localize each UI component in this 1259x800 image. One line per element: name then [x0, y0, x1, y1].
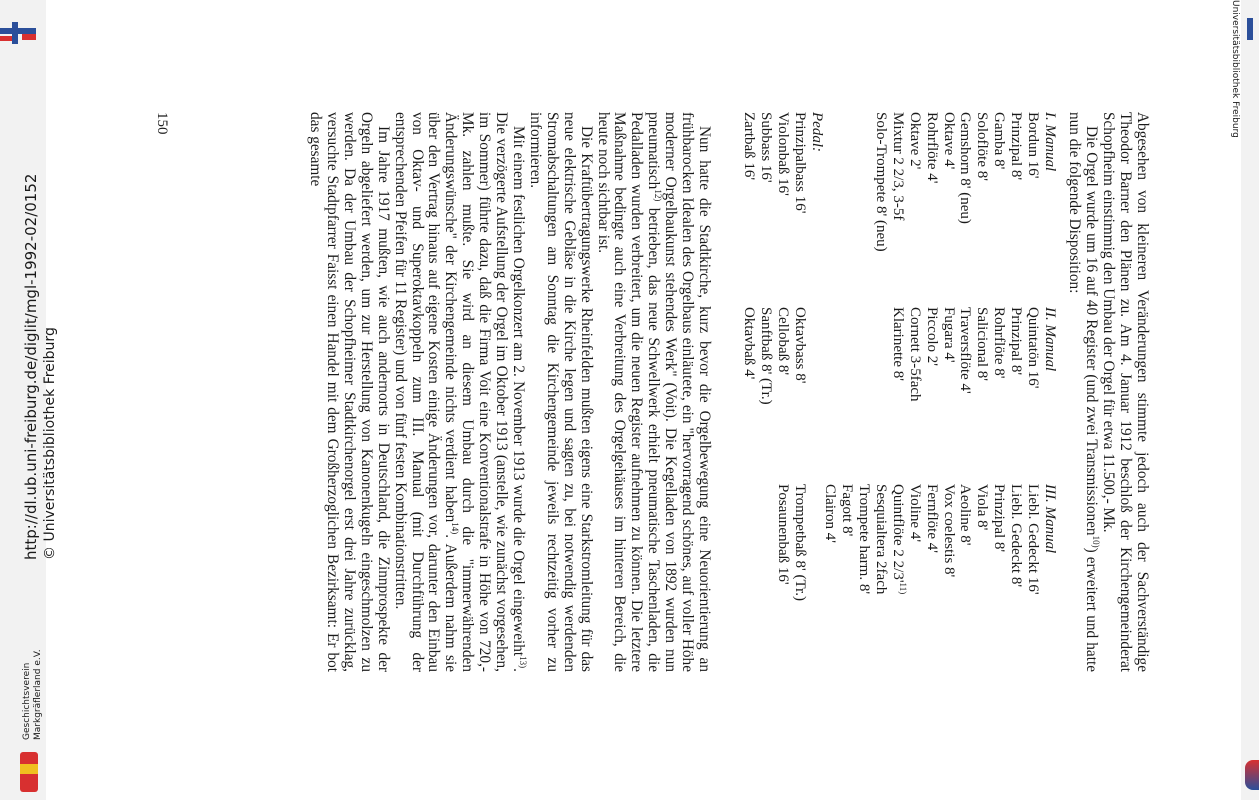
paragraph-intro: Abgesehen von kleineren Veränderungen stimmte jedoch auch der Sachverständige Theodor Barner den Plänen zu. Am 4. Januar 1912 beschloß der Kirchengemeinderat Schopfheim einstimmig den Umbau der Orgel für etwa 11.500,- Mk.: [1100, 112, 1151, 672]
paragraph-disposition: Die Orgel wurde um 16 auf 40 Register (und zwei Transmissionen$^{10)}$) erweitert und hatte nun die folgende Disposition:: [1066, 112, 1102, 673]
pedal-column-2: Oktavbass 8' Cellobaß 8' Sanftbaß 8' (Tr.) Oktavbaß 4': [741, 307, 809, 405]
footer-copyright: © Universitätsbibliothek Freiburg: [42, 327, 58, 560]
pedal-column-1: Pedal: Prinzipalbass 16' Violonbaß 16' Subbass 16' Zartbaß 16': [741, 112, 825, 214]
page-number: 150: [154, 112, 170, 135]
manual-3-column: III. Manual Liebl. Gedeckt 16' Liebl. Gedeckt 8' Prinzipal 8' Viola 8' Aeoline 8' Vox coelestis 8' Fernflöte 4' Violine 4' Quintflöte 2 $2/3'^{11)}$ Sesquialtera 2fach Trompete harm. 8' Fagott 8' Clairon 4': [822, 484, 1058, 595]
header-library-text: Universitätsbibliothek Freiburg: [1230, 0, 1240, 138]
paragraph-kraftuebertragung: Die Kraftübertragungswerke Rheinfelden mußten eigens eine Starkstromleitung für das neue elektrische Gebläse in die Kirche legen und sagten zu, bei notwendig werdenden Stromabschaltungen am Sonntag die Kirchengemeinde jeweils rechtzeitig vorher zu informieren.: [526, 112, 595, 672]
footer-url-link[interactable]: http://dl.ub.uni-freiburg.de/diglit/mgl-1992-02/0152: [22, 173, 40, 560]
society-name-line-1: Geschichtsverein: [22, 662, 32, 740]
main-text: [306, 112, 712, 672]
paragraph-orgelbewegung: Nun hatte die Stadtkirche, kurz bevor die Orgelbewegung eine Neuorientierung an frühbarocken Idealen des Orgelbaus einläutete, ein "hervorragend schönes, auf voller Höhe moderner Orgelbaukunst stehendes Werk" (Voit). Die Kegelladen von 1892 wurden nun pneumatisch$^{12)}$ betrieben, das neue Schwellwerk erhielt pneumatische Taschenladen, die Pedalladen wurden verbreitert, um die neuen Register aufnehmen zu können. Die letztere Maßnahme bedingte auch eine Verbreitung des Orgelgehäuses im hinteren Bereich, die heute noch sichtbar ist.: [594, 112, 713, 672]
society-coat-of-arms-icon: [20, 752, 38, 792]
manual-2-column: II. Manual Quintatön 16' Prinzipal 8' Rohrflöte 8' Salicional 8' Traversflöte 4' Fugara 4' Piccolo 2' Cornett 3-5fach Klarinette 8': [889, 307, 1058, 402]
library-logo-mark-icon: [1247, 18, 1255, 40]
scanned-page: [110, 0, 1150, 800]
paragraph-1917: Im Jahre 1917 mußten, wie auch andernorts in Deutschland, die Zinnprospekte der Orgeln abgeliefert werden, um zur Herstellung von Kanonenkugeln eingeschmolzen zu werden. Da der Umbau der Schopfheimer Stadtkirchenorgel erst drei Jahre zurücklag, versuchte Stadtpfarrer Faisst einen Handel mit dem Großherzoglichen Bezirksamt: Er bot das gesamte: [307, 112, 392, 672]
pedal-table: [735, 112, 825, 712]
disposition-table: [818, 112, 1058, 712]
society-name-line-2: Markgräflerland e.V.: [33, 649, 43, 740]
intro-text: [1065, 112, 1150, 672]
pedal-column-3: Trompetbaß 8' (Tr.) Posaunenbaß 16': [775, 484, 809, 602]
right-margin-strip: [1241, 0, 1259, 800]
manual-1-column: I. Manual Bordun 16' Prinzipal 8' Gamba 8' Soloflöte 8' Gemshorn 8' (neu) Oktave 4' Rohrflöte 4' Oktave 2' Mixtur 2 2/3, 3-5f Solo-Trompete 8' (neu): [872, 112, 1058, 252]
paragraph-orgelkonzert: Mit einem festlichen Orgelkonzert am 2. November 1913 wurde die Orgel eingeweiht$^{13)}$. Die verzögerte Aufstellung der Orgel im Oktober 1913 (anstelle, wie zunächst vorgesehen, im Sommer) führte dazu, daß die Firma Voit eine Konventionalstrafe in Höhe von 720,- Mk. zahlen mußte. Sie wird an diesem Umbau durch die "immerwährenden Änderungswünsche" der Kirchengemeinde nichts verdient haben$^{14)}$. Außerdem nahm sie über den Vertrag hinaus auf eigene Kosten einige Änderungen vor, darunter den Einbau von Oktav- und Superoktavkoppeln zum III. Manual (mit Durchführung der entsprechenden Pfeifen für 11 Register) und von fünf festen Kombinationstritten.: [391, 112, 529, 672]
society-logo-edge-icon: [1245, 760, 1259, 790]
library-logo-icon: [0, 22, 40, 44]
